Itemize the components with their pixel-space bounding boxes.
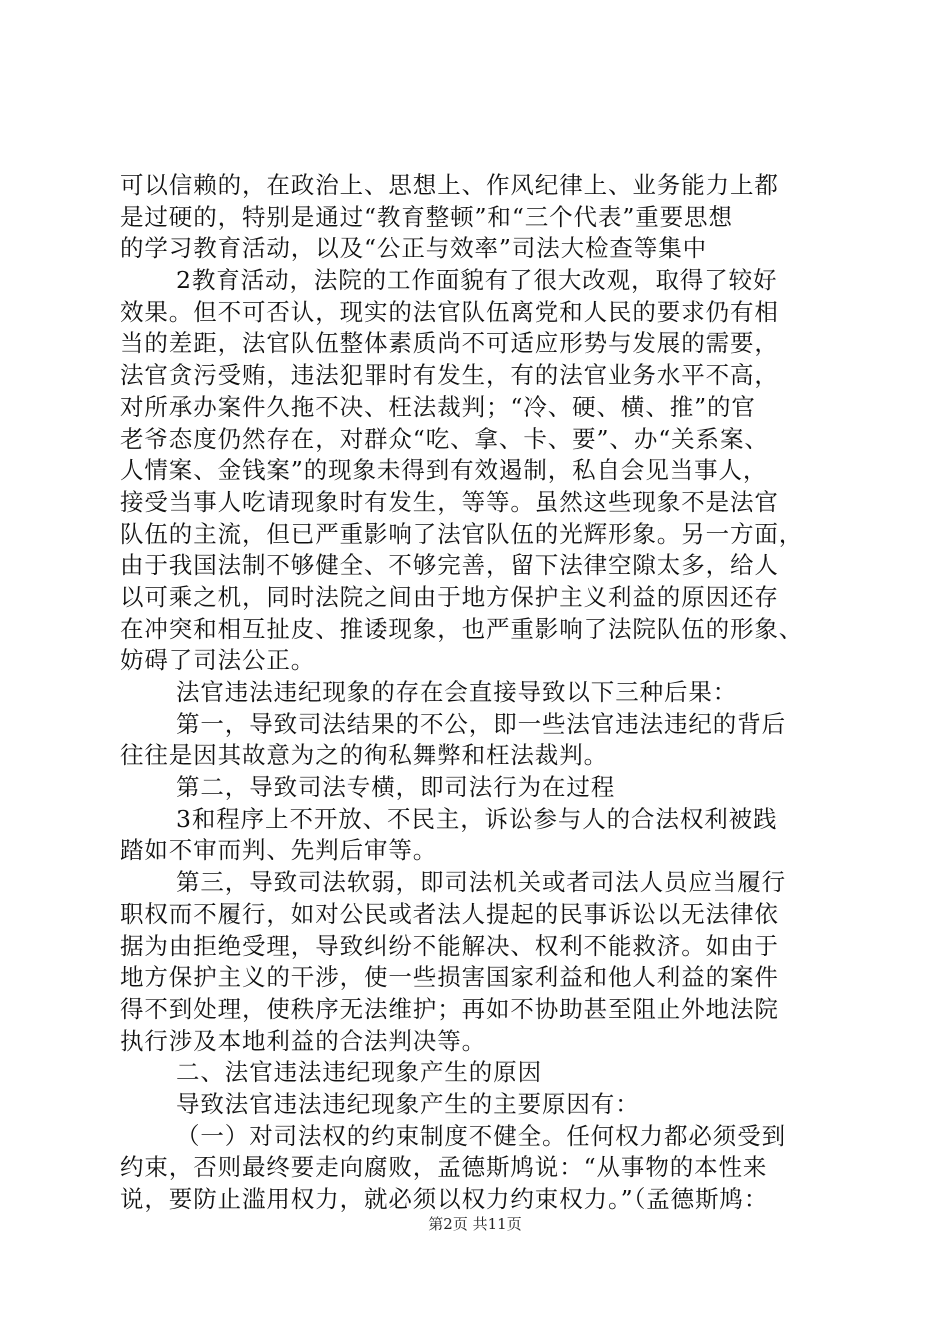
text-line: 效果。但不可否认，现实的法官队伍离党和人民的要求仍有相 — [120, 297, 779, 326]
text-line: 第三，导致司法软弱，即司法机关或者司法人员应当履行 — [176, 868, 786, 897]
text-line: 法官违法违纪现象的存在会直接导致以下三种后果： — [176, 678, 738, 706]
text-line: 往往是因其故意为之的徇私舞弊和枉法裁判。 — [120, 741, 608, 770]
text-line: 当的差距，法官队伍整体素质尚不可适应形势与发展的需要， — [120, 329, 779, 358]
text-line: 可以信赖的，在政治上、思想上、作风纪律上、业务能力上都 — [120, 171, 779, 199]
text-line: 人情案、金钱案”的现象未得到有效遏制，私自会见当事人， — [120, 456, 768, 485]
text-line: 约束，否则最终要走向腐败，孟德斯鸠说：“从事物的本性来 — [120, 1153, 768, 1182]
text-line: 妨碍了司法公正。 — [120, 646, 316, 675]
text-line: 队伍的主流，但已严重影响了法官队伍的光辉形象。另一方面， — [120, 519, 804, 548]
text-line: 据为由拒绝受理，导致纠纷不能解决、权利不能救济。如由于 — [120, 931, 779, 960]
document-body — [120, 170, 840, 1216]
text-line: （一）对司法权的约束制度不健全。任何权力都必须受到 — [176, 1121, 786, 1150]
text-line: 说，要防止滥用权力，就必须以权力约束权力。”（孟德斯鸠： — [120, 1185, 769, 1213]
text-line: 二、法官违法违纪现象产生的原因 — [176, 1058, 542, 1087]
text-line: 执行涉及本地利益的合法判决等。 — [120, 1026, 486, 1055]
text-line: 踏如不审而判、先判后审等。 — [120, 836, 438, 865]
text-line: 在冲突和相互扯皮、推诿现象，也严重影响了法院队伍的形象、 — [120, 614, 804, 643]
page-number-footer: 第2页 共11页 — [428, 1215, 522, 1233]
text-line: 法官贪污受贿，违法犯罪时有发生，有的法官业务水平不高， — [120, 361, 779, 390]
text-line: 由于我国法制不够健全、不够完善，留下法律空隙太多，给人 — [120, 551, 779, 580]
text-line: 导致法官违法违纪现象产生的主要原因有： — [176, 1089, 640, 1118]
text-line: 职权而不履行，如对公民或者法人提起的民事诉讼以无法律依 — [120, 899, 779, 928]
text-line: 以可乘之机，同时法院之间由于地方保护主义利益的原因还存 — [120, 582, 779, 611]
text-line: 地方保护主义的干涉，使一些损害国家利益和他人利益的案件 — [120, 963, 779, 992]
text-line: 第一，导致司法结果的不公，即一些法官违法违纪的背后 — [176, 709, 786, 738]
text-line: 老爷态度仍然存在，对群众“吃、拿、卡、要”、办“关系案、 — [120, 424, 769, 453]
text-line: 的学习教育活动，以及“公正与效率”司法大检查等集中 — [120, 234, 708, 263]
text-line: 得不到处理，使秩序无法维护；再如不协助甚至阻止外地法院 — [120, 994, 779, 1023]
text-line: 对所承办案件久拖不决、枉法裁判；“冷、硬、横、推”的官 — [120, 392, 756, 421]
text-line: 第二，导致司法专横，即司法行为在过程 — [176, 773, 616, 802]
text-line: 是过硬的，特别是通过“教育整顿”和“三个代表”重要思想 — [120, 202, 733, 231]
text-line: 接受当事人吃请现象时有发生，等等。虽然这些现象不是法官 — [120, 487, 779, 516]
text-line: 2教育活动，法院的工作面貌有了很大改观，取得了较好 — [176, 266, 778, 295]
text-line: 3和程序上不开放、不民主，诉讼参与人的合法权利被践 — [176, 804, 778, 833]
